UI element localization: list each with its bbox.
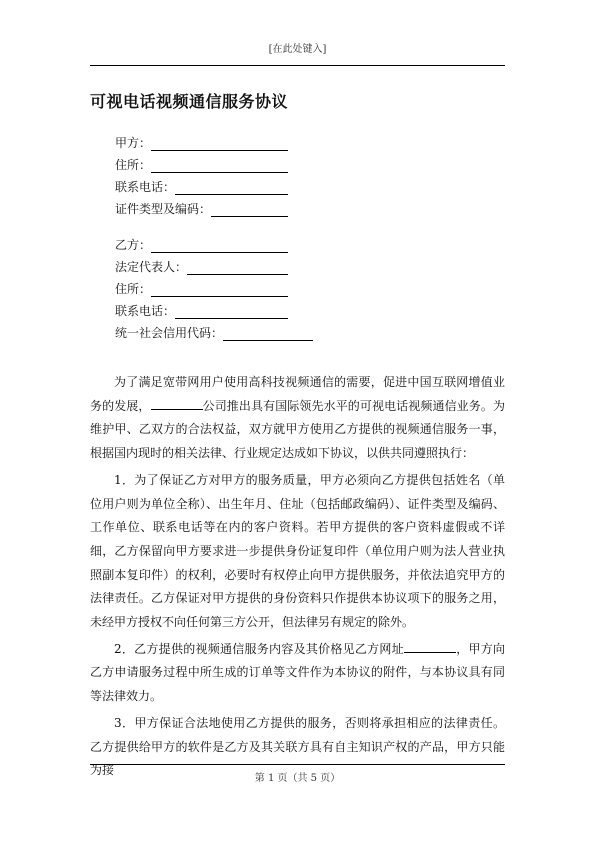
party-b-phone-field	[115, 300, 313, 322]
party-b-phone-blank[interactable]	[175, 302, 288, 319]
company-name-blank[interactable]	[151, 395, 203, 410]
clause-2	[90, 638, 505, 709]
party-b-name-label: 乙方：	[115, 238, 152, 252]
party-a-phone-label: 联系电话：	[115, 180, 176, 194]
party-b-address-label: 住所：	[115, 282, 152, 296]
intro-text-part2: 公司推出具有国际领先水平的可视电话视频通信业务。为维护甲、乙双方的合法权益，双方就甲方使用乙方提供的视频通信服务一事，根据国内现时的相关法律、行业规定达成如下协议，以供共同遵照执行：	[90, 398, 505, 461]
party-a-phone-field	[115, 176, 313, 198]
party-a-address-blank[interactable]	[151, 156, 288, 173]
party-b-rep-field	[115, 256, 313, 278]
party-b-name-field	[115, 234, 313, 256]
party-b-rep-label: 法定代表人：	[115, 260, 188, 274]
document-title: 可视电话视频通信服务协议	[90, 92, 289, 111]
party-a-address-label: 住所：	[115, 158, 152, 172]
clause-1: 1．为了保证乙方对甲方的服务质量，甲方必须向乙方提供包括姓名（单位用户则为单位全称）、出生年月、住址（包括邮政编码）、证件类型及编码、工作单位、联系电话等在内的客户资料。若甲方提供的客户资料虚假或不详细，乙方保留向甲方要求进一步提供身份证复印件（单位用户则为法人营业执照副本复印件）的权利，必要时有权停止向甲方提供服务，并依法追究甲方的法律责任。乙方保证对甲方提供的身份资料只作提供本协议项下的服务之用，未经甲方授权不向任何第三方公开，但法律另有规定的除外。	[90, 472, 505, 630]
agreement-body	[90, 371, 505, 783]
party-a-phone-blank[interactable]	[175, 178, 288, 195]
party-b-phone-label: 联系电话：	[115, 304, 176, 318]
party-a-name-blank[interactable]	[151, 134, 288, 151]
party-a-id-blank[interactable]	[211, 200, 288, 217]
website-blank[interactable]	[404, 638, 456, 653]
clause-2-part2: ，甲方向乙方申请服务过程中所生成的订单等文件作为本协议的附件，与本协议具有同等法律效力。	[90, 641, 505, 704]
party-b-address-field	[115, 278, 313, 300]
party-a-address-field	[115, 154, 313, 176]
party-a-name-label: 甲方：	[115, 136, 152, 150]
party-a-name-field	[115, 132, 313, 154]
party-b-address-blank[interactable]	[151, 280, 288, 297]
intro-paragraph	[90, 371, 505, 466]
intro-text-part1: 为了满足宽带网用户使用高科技视频通信的需要，促进中国互联网增值业务的发展，	[90, 375, 505, 413]
party-b-rep-blank[interactable]	[187, 258, 288, 275]
party-b-credit-code-label: 统一社会信用代码：	[115, 326, 224, 340]
clause-3: 3．甲方保证合法地使用乙方提供的服务，否则将承担相应的法律责任。乙方提供给甲方的软件是乙方及其关联方具有自主知识产权的产品，甲方只能为接	[90, 715, 505, 778]
clause-2-part1: 2．乙方提供的视频通信服务内容及其价格见乙方网址	[114, 641, 404, 656]
page-header: [在此处键入]	[268, 44, 327, 55]
party-b-credit-code-blank[interactable]	[223, 324, 313, 341]
party-b-credit-code-field	[115, 322, 313, 344]
party-info-block	[115, 132, 313, 344]
header-divider	[90, 65, 505, 66]
party-b-name-blank[interactable]	[151, 236, 288, 253]
footer-divider	[90, 764, 505, 765]
page-number: 第 1 页（共 5 页）	[254, 773, 341, 784]
party-a-id-label: 证件类型及编码：	[115, 202, 212, 216]
party-a-id-field	[115, 198, 313, 220]
